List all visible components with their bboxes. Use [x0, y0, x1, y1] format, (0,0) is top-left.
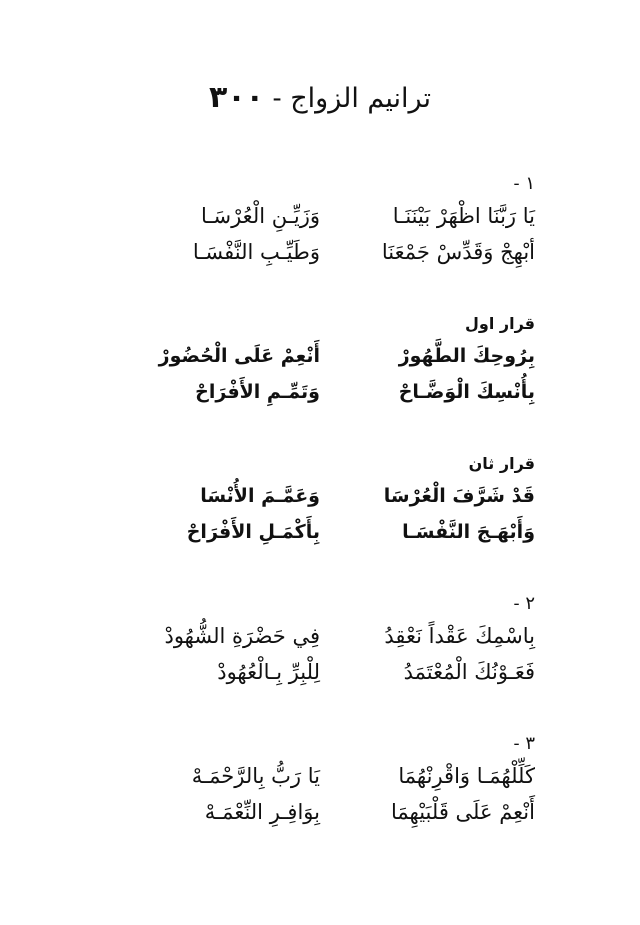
- verse-line: [105, 514, 535, 550]
- verse-line: [105, 654, 535, 690]
- verse-2: [105, 592, 535, 690]
- second-hemistich: وَتَمِّـمِ الأَفْرَاحْ: [195, 381, 320, 403]
- first-hemistich: يَا رَبَّنَا اظْهَرْ بَيْنَنَـا: [392, 204, 535, 228]
- second-hemistich: أَنْعِمْ عَلَى الْحُضُورْ: [158, 345, 320, 367]
- verse-number: ٣ -: [513, 733, 535, 754]
- refrain-heading: قرار اول: [464, 314, 535, 333]
- verse-line: [105, 198, 535, 234]
- first-hemistich: وَأَبْهَـجَ النَّفْسَـا: [402, 521, 535, 543]
- first-hemistich: أبْهِجْ وَقَدِّسْ جَمْعَنَا: [381, 240, 535, 264]
- first-hemistich: فَعَـوْنُكَ الْمُعْتَمَدُ: [403, 660, 535, 684]
- verse-line: [105, 374, 535, 410]
- second-hemistich: بِأَكْمَـلِ الأَفْرَاحْ: [186, 521, 320, 543]
- second-hemistich: وَطَيِّـبِ النَّفْسَـا: [192, 240, 320, 264]
- verse-line: [105, 338, 535, 374]
- second-hemistich: وَزَيِّـنِ الْعُرْسَـا: [200, 204, 320, 228]
- second-hemistich: وَعَمَّـمَ الأُنْسَا: [200, 485, 320, 507]
- verse-line: [105, 618, 535, 654]
- verse-line: [105, 234, 535, 270]
- second-hemistich: يَا رَبُّ بِالرَّحْمَـهْ: [191, 764, 320, 788]
- first-hemistich: بِأُنْسِكَ الْوَضَّـاحْ: [398, 381, 535, 403]
- second-hemistich: بِوَافِـرِ النِّعْمَـهْ: [204, 800, 320, 824]
- verse-number: ٢ -: [513, 593, 535, 614]
- second-hemistich: لِلْبِرِّ بِـالْعُهُودْ: [217, 660, 320, 684]
- verse-line: [105, 478, 535, 514]
- first-hemistich: بِرُوحِكَ الطَّهُورْ: [398, 345, 535, 367]
- page-title: [0, 78, 640, 119]
- refrain-heading: قرار ثان: [468, 454, 535, 473]
- hymn-number: ٣٠٠: [209, 80, 264, 115]
- refrain-1: [105, 312, 535, 410]
- second-hemistich: فِي حَضْرَةِ الشُّهُودْ: [164, 624, 320, 648]
- first-hemistich: بِاسْمِكَ عَقْداً نَعْقِدُ: [384, 624, 535, 648]
- refrain-2: [105, 452, 535, 550]
- first-hemistich: كَلِّلْهُمَـا وَاقْرِنْهُمَا: [398, 764, 535, 788]
- title-text: ترانيم الزواج -: [272, 83, 431, 114]
- verse-1: [105, 172, 535, 270]
- verse-number: ١ -: [513, 173, 535, 194]
- verse-3: [105, 732, 535, 830]
- verse-line: [105, 758, 535, 794]
- first-hemistich: قَدْ شَرَّفَ الْعُرْسَا: [383, 485, 535, 507]
- first-hemistich: أَنْعِمْ عَلَى قَلْبَيْهِمَا: [390, 800, 535, 824]
- verse-line: [105, 794, 535, 830]
